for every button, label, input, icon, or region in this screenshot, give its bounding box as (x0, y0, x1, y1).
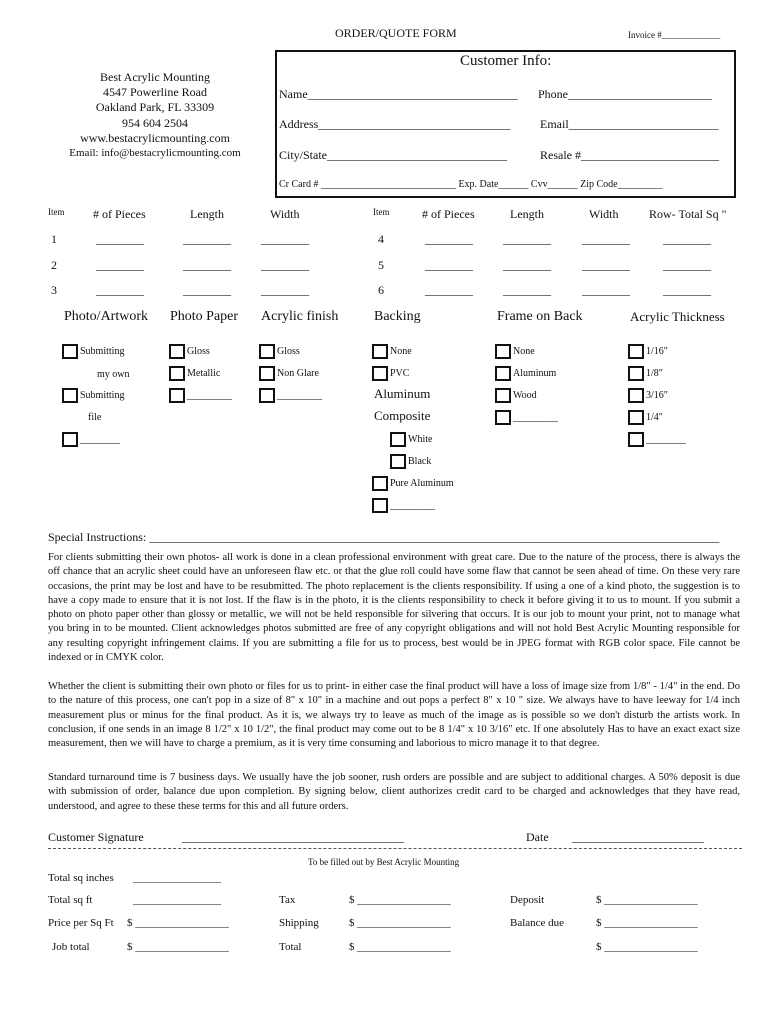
finish-other-input[interactable]: _________ (277, 390, 322, 401)
length-header-right: Length (510, 207, 544, 221)
file-label: file (88, 412, 102, 423)
customer-name-field[interactable]: Name___________________________________ (279, 87, 518, 101)
frame-aluminum-checkbox[interactable] (495, 366, 511, 381)
total-sq-inches-label: Total sq inches (48, 872, 114, 884)
pieces-input[interactable]: ________ (425, 232, 473, 246)
submitting-own-label: Submitting (80, 346, 125, 357)
balance-due-label: Balance due (510, 917, 565, 929)
paper-metallic-checkbox[interactable] (169, 366, 185, 381)
paper-other-input[interactable]: _________ (187, 390, 232, 401)
backing-white-checkbox[interactable] (390, 432, 406, 447)
length-header-left: Length (190, 207, 224, 221)
special-instructions-field[interactable]: Special Instructions: _______________________________________________________________________________________________ (48, 530, 720, 544)
length-input[interactable]: ________ (503, 283, 551, 297)
shipping-input[interactable]: $ _________________ (349, 917, 451, 929)
customer-signature-label: Customer Signature (48, 830, 144, 844)
frame-none-checkbox[interactable] (495, 344, 511, 359)
balance-due-input[interactable]: $ _________________ (596, 917, 698, 929)
company-phone: 954 604 2504 (122, 115, 188, 130)
width-header-left: Width (270, 207, 300, 221)
frame-other-checkbox[interactable] (495, 410, 511, 425)
deposit-input[interactable]: $ _________________ (596, 894, 698, 906)
row-number: 6 (378, 283, 384, 297)
customer-email-field[interactable]: Email_________________________ (540, 117, 719, 131)
pieces-input[interactable]: ________ (425, 258, 473, 272)
finish-gloss-label: Gloss (277, 346, 300, 357)
total-sq-ft-input[interactable]: ________________ (133, 894, 221, 906)
office-use-note: To be filled out by Best Acrylic Mounting (308, 857, 460, 867)
photo-artwork-other-checkbox[interactable] (62, 432, 78, 447)
deposit-label: Deposit (510, 894, 545, 906)
finish-non-glare-checkbox[interactable] (259, 366, 275, 381)
width-input[interactable]: ________ (261, 258, 309, 272)
backing-pvc-label: PVC (390, 368, 410, 379)
frame-on-back-title: Frame on Back (497, 309, 583, 324)
tax-input[interactable]: $ _________________ (349, 894, 451, 906)
form-title: ORDER/QUOTE FORM (335, 26, 457, 40)
length-input[interactable]: ________ (183, 232, 231, 246)
total-input[interactable]: $ _________________ (349, 941, 451, 953)
date-label: Date (526, 830, 549, 844)
backing-other-input[interactable]: _________ (390, 500, 435, 511)
grand-total-input[interactable]: $ _________________ (596, 941, 698, 953)
frame-aluminum-label: Aluminum (513, 368, 557, 379)
frame-other-input[interactable]: _________ (513, 412, 558, 423)
finish-other-checkbox[interactable] (259, 388, 275, 403)
row-total-input[interactable]: ________ (663, 283, 711, 297)
backing-white-label: White (408, 434, 433, 445)
length-input[interactable]: ________ (503, 258, 551, 272)
acrylic-thickness-title: Acrylic Thickness (630, 309, 725, 324)
composite-label: Composite (374, 408, 431, 423)
price-per-sq-ft-input[interactable]: $ _________________ (127, 917, 229, 929)
pieces-input[interactable]: ________ (425, 283, 473, 297)
cut-line-divider (48, 848, 742, 849)
paper-gloss-checkbox[interactable] (169, 344, 185, 359)
paper-other-checkbox[interactable] (169, 388, 185, 403)
thickness-1-16-checkbox[interactable] (628, 344, 644, 359)
total-label: Total (279, 941, 302, 953)
credit-card-field[interactable]: Cr Card # ___________________________ Exp. Date______ Cvv______ Zip Code_________ (279, 179, 663, 190)
backing-none-label: None (390, 346, 412, 357)
total-sq-ft-label: Total sq ft (48, 894, 93, 906)
backing-pvc-checkbox[interactable] (372, 366, 388, 381)
finish-non-glare-label: Non Glare (277, 368, 319, 379)
company-name: Best Acrylic Mounting (100, 70, 210, 84)
backing-none-checkbox[interactable] (372, 344, 388, 359)
customer-resale-field[interactable]: Resale #_______________________ (540, 148, 719, 162)
backing-title: Backing (374, 309, 421, 324)
finish-gloss-checkbox[interactable] (259, 344, 275, 359)
width-input[interactable]: ________ (582, 232, 630, 246)
paper-gloss-label: Gloss (187, 346, 210, 357)
width-input[interactable]: ________ (582, 283, 630, 297)
company-email: Email: info@bestacrylicmounting.com (69, 147, 241, 160)
customer-phone-field[interactable]: Phone________________________ (538, 87, 712, 101)
terms-paragraph-3: Standard turnaround time is 7 business days. We usually have the job sooner, rush orders are possible and are subject to additional charges. A 50% deposit is due with submission of order, balance due upon completion. By signing below, client authorizes credit card to be charged and acknowledges that they have read, understood, and agree to these these terms for this and all future orders. (48, 772, 740, 812)
total-sq-inches-input[interactable]: ________________ (133, 872, 221, 884)
row-number: 1 (51, 232, 57, 246)
submitting-file-checkbox[interactable] (62, 388, 78, 403)
photo-artwork-title: Photo/Artwork (64, 309, 148, 324)
acrylic-finish-title: Acrylic finish (261, 309, 339, 324)
row-number: 3 (51, 283, 57, 297)
pieces-input[interactable]: ________ (96, 283, 144, 297)
width-input[interactable]: ________ (261, 283, 309, 297)
shipping-label: Shipping (279, 917, 319, 929)
item-header-left: Item (48, 207, 65, 217)
frame-wood-label: Wood (513, 390, 537, 401)
submitting-file-label: Submitting (80, 390, 125, 401)
company-website: www.bestacrylicmounting.com (80, 130, 230, 145)
terms-paragraph-1: For clients submitting their own photos- all work is done in a clean professional environment with great care. Due to the nature of the process, there is always the off chance that an acrylic sheet could have an unforeseen flaw etc. or that the glue roll could have some flaw that cannot be seen ahead of time. On these very rare occasions, the print may be lost and have to be resubmitted. The photo replacement is the clients responsibility. If using a one of a kind photo, the suggestion is to have a copy made to ensure that it is not lost. If the flaw is in the photo, it is the clients responsibility to check it before giving it to us to mount. If you submit a photo on photo paper other than glossy or metallic, we will not be held responsible for silvering that occurs. It is our job to mount your print, not to manage what you bring in to be mounted. Client acknowledges photos submitted are free of any copyright obligations and will not hold Best Acrylic Mounting responsible for any resulting copyright infringement claims. If you are submitting a file for us to process, best would be in JPEG format with RGB color space. File cannot be indexed or in CMYK color. (48, 552, 740, 664)
company-address (40, 70, 270, 161)
length-input[interactable]: ________ (503, 232, 551, 246)
thickness-1-8-label: 1/8" (646, 368, 663, 379)
aluminum-composite-label: Aluminum (374, 386, 431, 401)
backing-pure-aluminum-checkbox[interactable] (372, 476, 388, 491)
date-line[interactable]: ______________________ (572, 830, 704, 844)
item-header-right: Item (373, 207, 390, 217)
job-total-label: Job total (52, 941, 90, 953)
job-total-input[interactable]: $ _________________ (127, 941, 229, 953)
customer-address-field[interactable]: Address________________________________ (279, 117, 511, 131)
width-header-right: Width (589, 207, 619, 221)
submitting-own-checkbox[interactable] (62, 344, 78, 359)
row-number: 5 (378, 258, 384, 272)
customer-signature-line[interactable]: _____________________________________ (182, 830, 404, 844)
thickness-1-4-checkbox[interactable] (628, 410, 644, 425)
row-total-header: Row- Total Sq " (649, 207, 727, 221)
backing-black-label: Black (408, 456, 432, 467)
width-input[interactable]: ________ (261, 232, 309, 246)
pieces-input[interactable]: ________ (96, 232, 144, 246)
frame-wood-checkbox[interactable] (495, 388, 511, 403)
row-number: 4 (378, 232, 384, 246)
pieces-header-left: # of Pieces (93, 207, 146, 221)
row-total-input[interactable]: ________ (663, 258, 711, 272)
paper-metallic-label: Metallic (187, 368, 221, 379)
thickness-3-16-checkbox[interactable] (628, 388, 644, 403)
length-input[interactable]: ________ (183, 258, 231, 272)
thickness-other-input[interactable]: ________ (646, 434, 686, 445)
tax-label: Tax (279, 894, 296, 906)
invoice-number-field[interactable]: Invoice #_____________ (628, 30, 721, 40)
width-input[interactable]: ________ (582, 258, 630, 272)
photo-paper-title: Photo Paper (170, 309, 239, 324)
row-number: 2 (51, 258, 57, 272)
my-own-label: my own (97, 369, 130, 380)
company-city: Oakland Park, FL 33309 (95, 100, 215, 115)
photo-artwork-other-input[interactable]: ________ (80, 434, 120, 445)
company-street: 4547 Powerline Road (103, 85, 207, 100)
frame-none-label: None (513, 346, 535, 357)
pieces-input[interactable]: ________ (96, 258, 144, 272)
thickness-1-8-checkbox[interactable] (628, 366, 644, 381)
terms-paragraph-2: Whether the client is submitting their own photo or files for us to print- in either case the final product will have a loss of image size from 1/8" - 1/4" in the end. Do to the nature of this process, one can't pop in a size of 8" x 10" in a machine and out pops a perfect 8" x 10 " size. We always have to have leeway for 1/4 inch measurement plus or minus for the final product. As it is, we always try to leave as much of the image as is possible so we don't disturb the artists work. In conclusion, if one sends in an image 8 1/2" x 10 1/2", the final product may come out to be 8 1/4" x 10 3/16" etc. If one absolutely Has to have an exact exact size measurement, then we will have to charge a premium, as it is very time consuming and laborious to micro manage it to that degree. (48, 681, 740, 750)
thickness-3-16-label: 3/16" (646, 390, 668, 401)
price-per-sq-ft-label: Price per Sq Ft (48, 917, 114, 929)
thickness-1-4-label: 1/4" (646, 412, 663, 423)
backing-pure-aluminum-label: Pure Aluminum (390, 478, 454, 489)
backing-black-checkbox[interactable] (390, 454, 406, 469)
thickness-other-checkbox[interactable] (628, 432, 644, 447)
length-input[interactable]: ________ (183, 283, 231, 297)
backing-other-checkbox[interactable] (372, 498, 388, 513)
pieces-header-right: # of Pieces (422, 207, 475, 221)
customer-city-state-field[interactable]: City/State______________________________ (279, 148, 507, 162)
thickness-1-16-label: 1/16" (646, 346, 668, 357)
row-total-input[interactable]: ________ (663, 232, 711, 246)
customer-info-title: Customer Info: (460, 53, 552, 69)
